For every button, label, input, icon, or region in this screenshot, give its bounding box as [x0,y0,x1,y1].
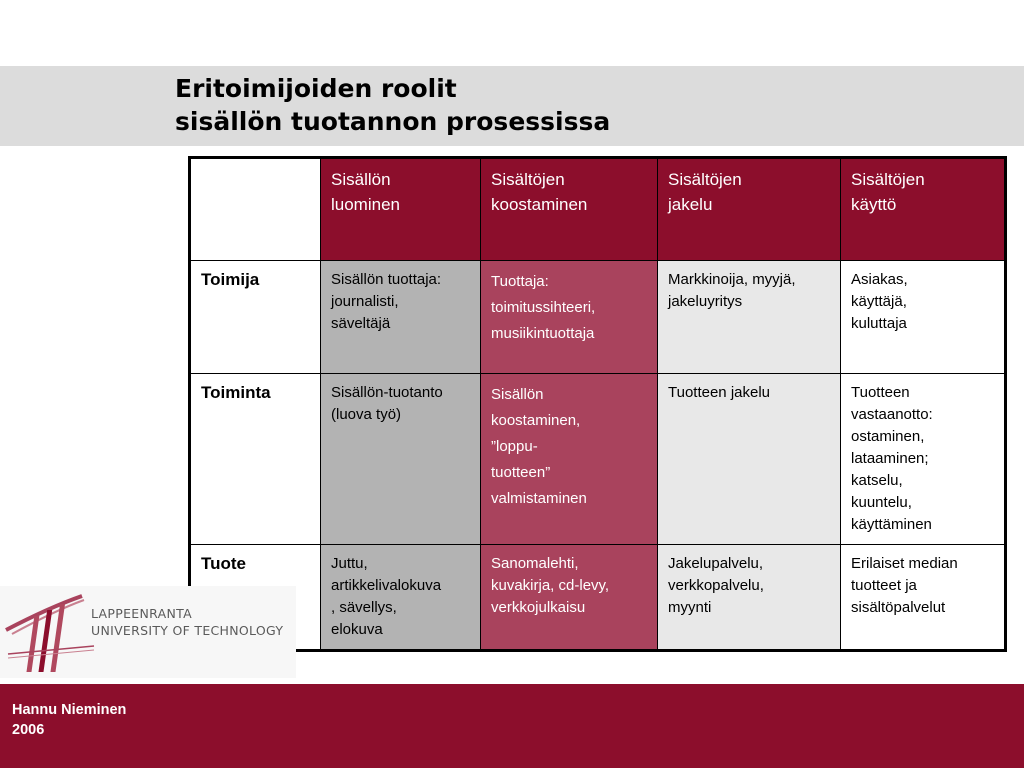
cell-text: Sisällön tuottaja: journalisti, säveltäjä [331,271,442,332]
footer-credit [12,700,126,740]
logo-wordmark [91,605,283,639]
cell-text: Tuotteen vastaanotto: ostaminen, lataaminen; katselu, kuuntelu, käyttäminen [851,384,933,533]
table-cell [841,261,1006,374]
table-header-row [190,158,1006,261]
slide-title-line1: Eritoimijoiden roolit [175,74,457,103]
column-header [321,158,481,261]
university-logo [0,586,296,678]
table-cell [321,261,481,374]
row-header [190,374,321,545]
table-cell [658,374,841,545]
logo-line2: UNIVERSITY OF TECHNOLOGY [91,623,284,638]
footer-year: 2006 [12,722,45,738]
column-header [841,158,1006,261]
table-row [190,261,1006,374]
footer-band [0,684,1024,768]
cell-text: Sisällön-tuotanto (luova työ) [331,384,443,423]
table-cell [841,545,1006,651]
cell-text: Juttu, artikkelivalokuva , sävellys, elokuva [331,555,442,638]
cell-text: Markkinoija, myyjä, jakeluyritys [668,271,796,310]
column-header-label: Sisältöjen jakelu [668,170,742,214]
column-header-label: Sisällön luominen [331,170,400,214]
row-header-label: Toiminta [201,383,271,402]
table-cell [481,545,658,651]
table-cell [321,545,481,651]
row-header-label: Toimija [201,270,260,289]
table-cell [658,261,841,374]
table-cell [658,545,841,651]
cell-text: Erilaiset median tuotteet ja sisältöpalvelut [851,555,958,616]
row-header-label: Tuote [201,554,247,573]
table-corner-cell [190,158,321,261]
column-header-label: Sisältöjen koostaminen [491,170,588,214]
lut-logo-icon [4,590,96,676]
column-header-label: Sisältöjen käyttö [851,170,925,214]
table-cell [481,261,658,374]
cell-text: Tuotteen jakelu [668,384,771,401]
roles-table [188,156,1007,652]
slide-title-line2: sisällön tuotannon prosessissa [175,107,611,136]
cell-text: Tuottaja: toimitussihteeri, musiikintuottaja [491,273,596,342]
row-header [190,261,321,374]
cell-text: Asiakas, käyttäjä, kuluttaja [851,271,908,332]
footer-author: Hannu Nieminen [12,702,127,718]
table-cell [841,374,1006,545]
cell-text: Jakelupalvelu, verkkopalvelu, myynti [668,555,764,616]
cell-text: Sanomalehti, kuvakirja, cd-levy, verkkojulkaisu [491,555,610,616]
logo-line1: LAPPEENRANTA [91,606,192,621]
slide-title [175,72,610,138]
column-header [658,158,841,261]
table-row [190,545,1006,651]
cell-text: Sisällön koostaminen, ”loppu- tuotteen” valmistaminen [491,386,587,507]
table-cell [321,374,481,545]
table-cell [481,374,658,545]
column-header [481,158,658,261]
table-row [190,374,1006,545]
